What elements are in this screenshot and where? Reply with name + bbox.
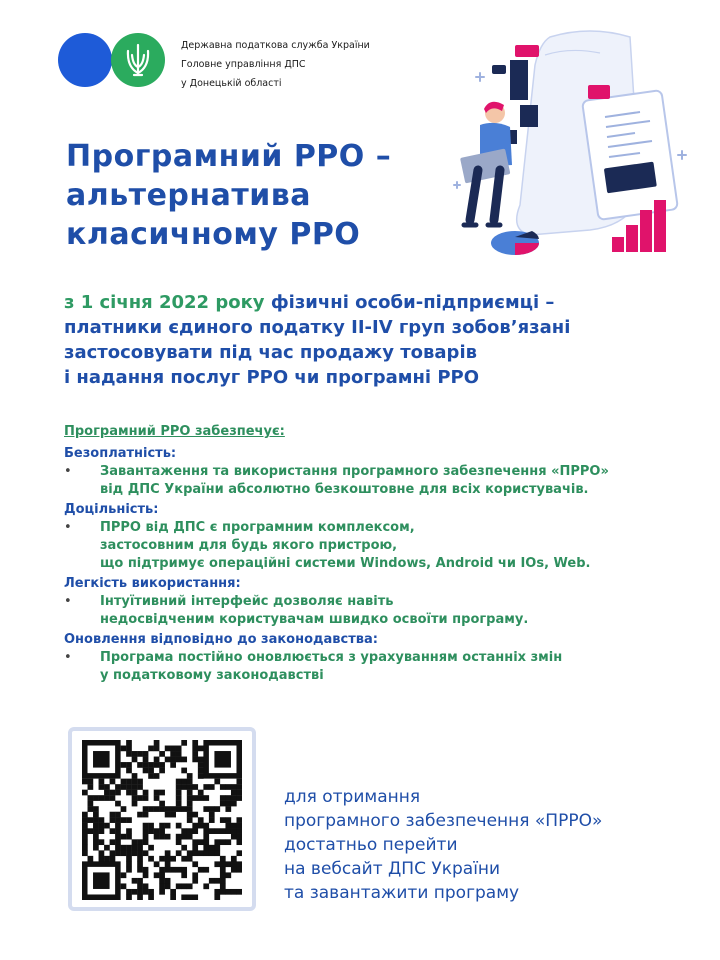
- cta-line: на вебсайт ДПС України: [284, 859, 501, 879]
- features-subheading: Програмний РРО забезпечує:: [64, 424, 285, 439]
- bullet-line: Завантаження та використання програмного забезпечення «ПРРО»: [100, 464, 609, 479]
- cta-line: для отримання: [284, 787, 421, 807]
- bullet-line: від ДПС України абсолютно безкоштовне для всіх користувачів.: [100, 482, 589, 497]
- lead-line: застосовувати під час продажу товарів: [64, 342, 477, 363]
- bullet-line: Інтуїтивний інтерфейс дозволяє навіть: [100, 594, 394, 609]
- bullet-icon: •: [64, 650, 72, 665]
- download-instructions: [284, 785, 602, 905]
- feature-heading: Легкість використання:: [64, 576, 241, 591]
- blue-circle-icon: [58, 33, 112, 87]
- bullet-line: у податковому законодавстві: [100, 668, 324, 683]
- bullet-icon: •: [64, 520, 72, 535]
- cta-line: програмного забезпечення «ПРРО»: [284, 811, 603, 831]
- lead-statement: [64, 290, 570, 390]
- feature-bullet: [64, 649, 684, 685]
- org-line: у Донецькій області: [181, 78, 282, 89]
- lead-line-rest: фізичні особи-підприємці –: [264, 292, 555, 313]
- cta-line: та завантажити програму: [284, 883, 520, 903]
- lead-line: платники єдиного податку II-IV груп зобов’язані: [64, 317, 571, 338]
- feature-heading: Доцільність:: [64, 502, 159, 517]
- cta-line: достатньо перейти: [284, 835, 458, 855]
- person-with-laptop-and-receipt-illustration: [440, 25, 695, 275]
- bullet-line: ПРРО від ДПС є програмним комплексом,: [100, 520, 415, 535]
- bullet-icon: •: [64, 594, 72, 609]
- bullet-icon: •: [64, 464, 72, 479]
- feature-heading: Безоплатність:: [64, 446, 177, 461]
- bullet-line: недосвідченим користувачам швидко освоїти програму.: [100, 612, 529, 627]
- title-line: альтернатива: [66, 178, 312, 213]
- dps-logo: [58, 33, 168, 87]
- feature-bullet: [64, 463, 684, 499]
- page-title: [66, 137, 391, 254]
- title-line: класичному РРО: [66, 217, 361, 252]
- features-section: [64, 423, 684, 687]
- lead-line: і надання послуг РРО чи програмні РРО: [64, 367, 480, 388]
- feature-heading: Оновлення відповідно до законодавства:: [64, 632, 378, 647]
- title-line: Програмний РРО –: [66, 139, 392, 174]
- org-line: Головне управління ДПС: [181, 59, 306, 70]
- bullet-line: що підтримує операційні системи Windows, Android чи IOs, Web.: [100, 556, 591, 571]
- qr-code-icon[interactable]: [82, 740, 242, 900]
- lead-line: [64, 290, 570, 315]
- lead-date: з 1 січня 2022 року: [64, 292, 265, 313]
- feature-bullet: [64, 593, 684, 629]
- org-line: Державна податкова служба України: [181, 40, 370, 51]
- bullet-line: застосовним для будь якого пристрою,: [100, 538, 398, 553]
- feature-bullet: [64, 519, 684, 573]
- organization-name: [181, 36, 370, 93]
- bullet-line: Програма постійно оновлюється з урахуванням останніх змін: [100, 650, 563, 665]
